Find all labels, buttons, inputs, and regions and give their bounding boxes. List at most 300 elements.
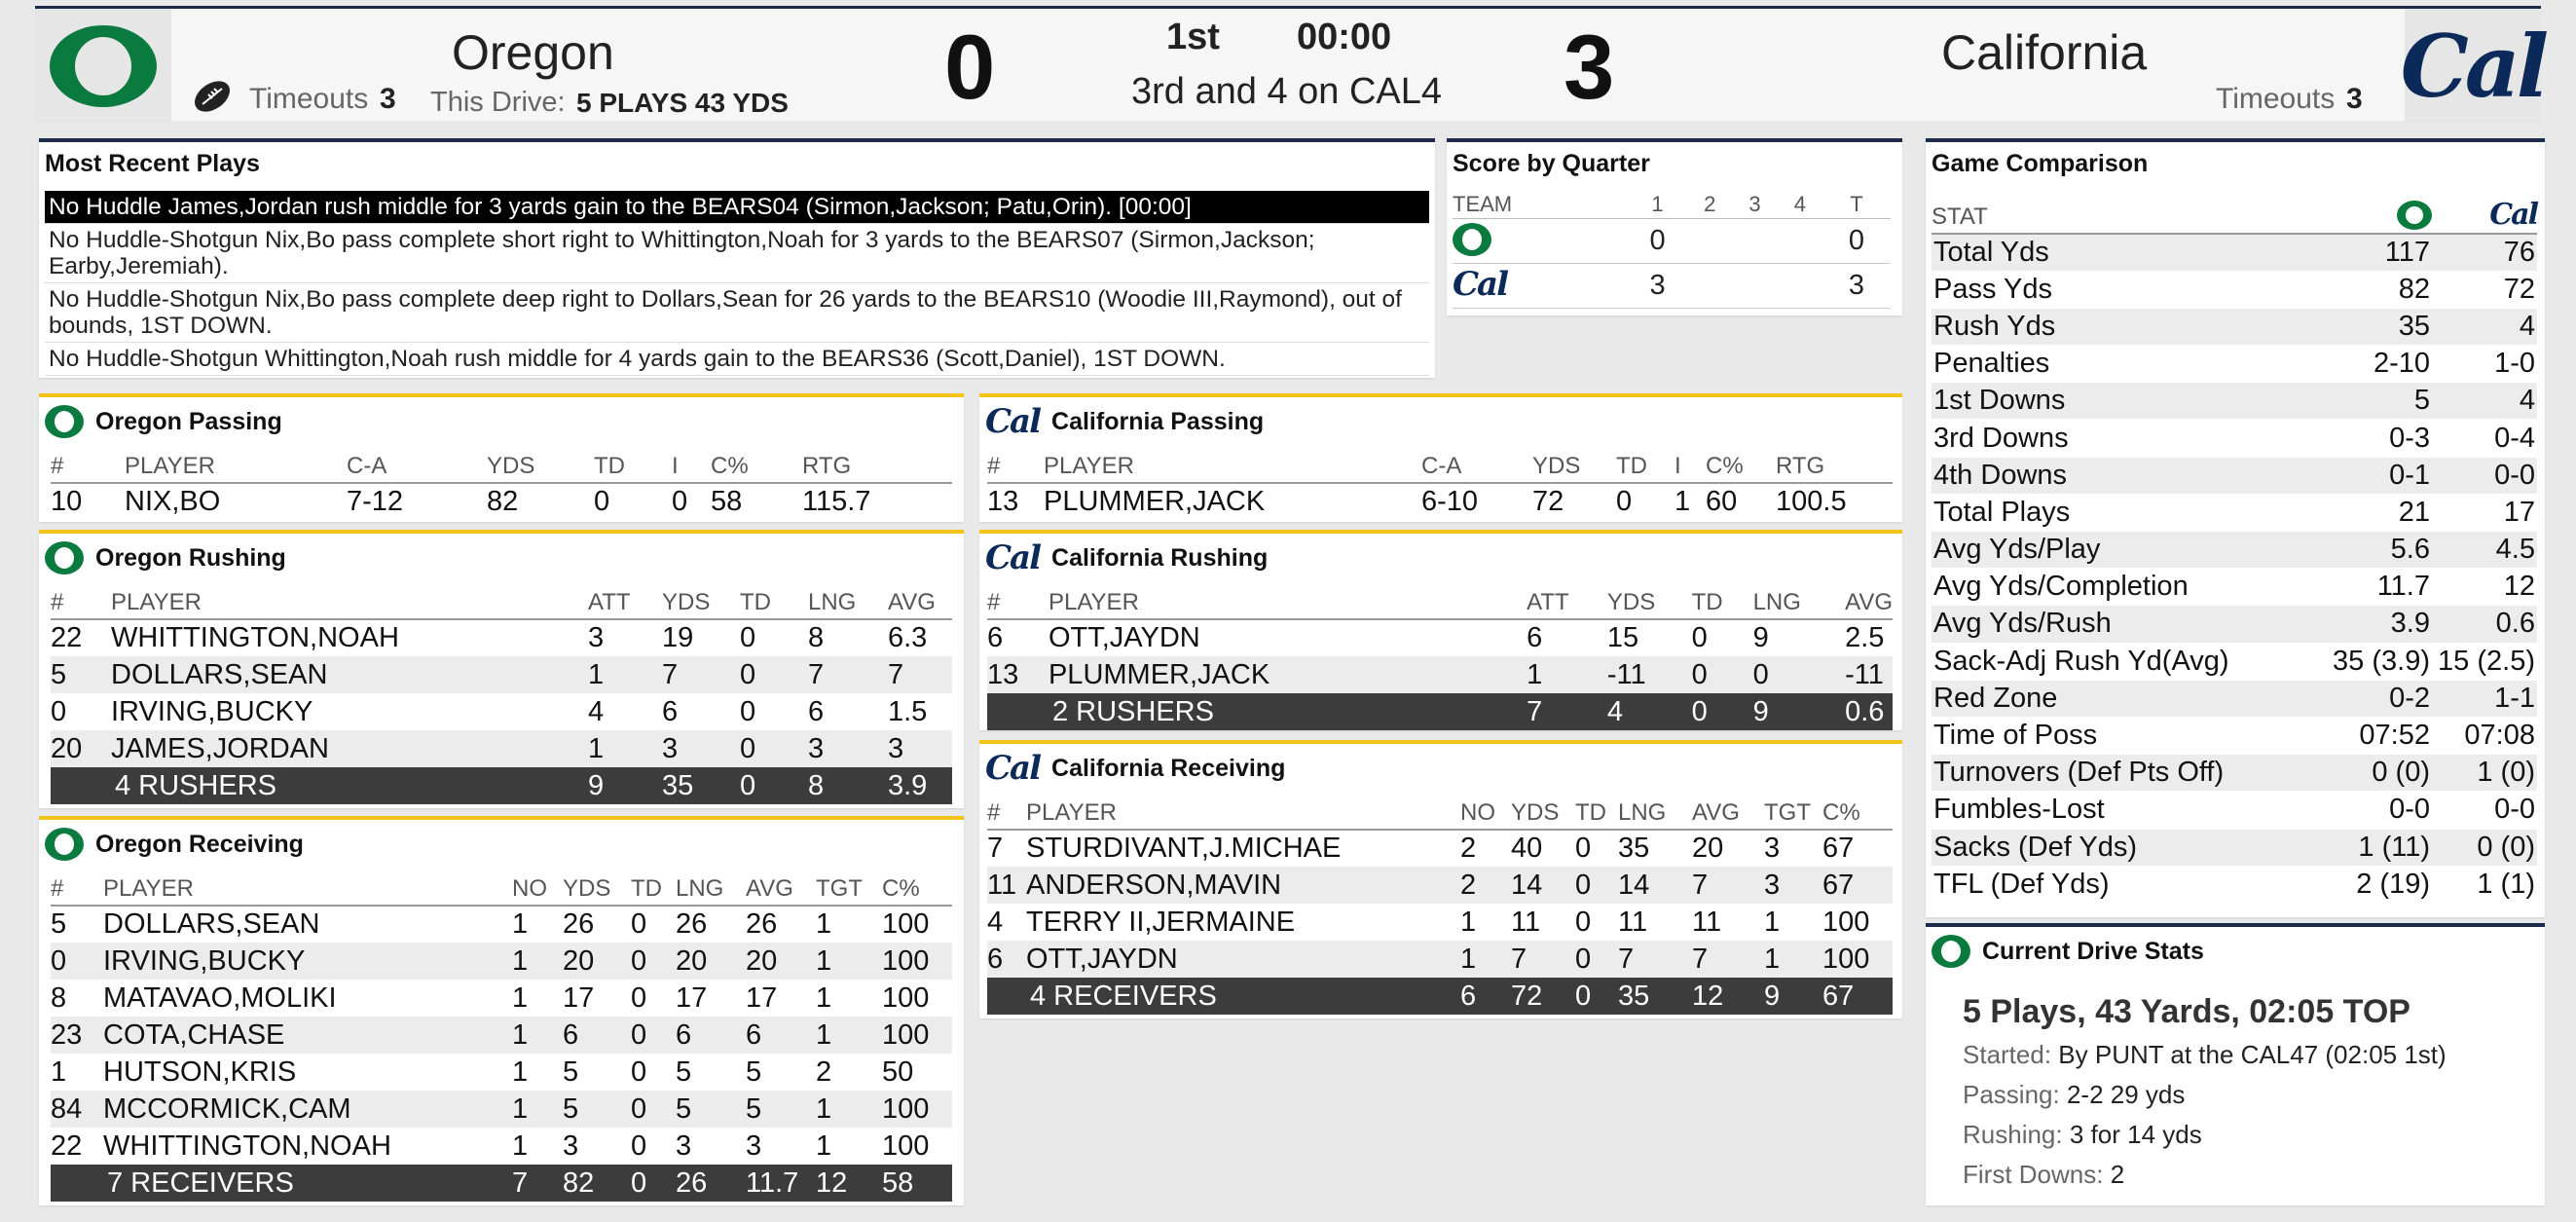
panel-title: Score by Quarter <box>1453 150 1650 177</box>
panel-title-row <box>985 402 1265 441</box>
cell: 1 <box>1527 656 1607 693</box>
oregon-value: 21 <box>2321 494 2432 531</box>
cell: 40 <box>1511 833 1543 864</box>
table-row <box>1453 263 1891 308</box>
game-comparison-panel <box>1926 138 2545 917</box>
stat-label: Penalties <box>1932 346 2321 383</box>
cell: 0 <box>1691 622 1708 653</box>
cell: 6 <box>1527 622 1543 653</box>
cell: 0 <box>1575 867 1618 904</box>
table-row[interactable] <box>51 1128 952 1165</box>
cell: 7 <box>1527 693 1607 730</box>
player-name[interactable]: PLUMMER,JACK <box>1044 486 1266 517</box>
cell: 0 <box>594 486 610 517</box>
table-row[interactable] <box>51 730 952 767</box>
cell: 100 <box>1822 906 1870 938</box>
cell: 12 <box>1692 978 1764 1015</box>
comparison-row <box>1932 569 2537 606</box>
totals-row <box>51 767 952 804</box>
cell: 1 <box>816 1017 882 1054</box>
oregon-value: 5 <box>2321 383 2432 420</box>
cell: 100 <box>882 981 930 1014</box>
table-row[interactable] <box>51 1017 952 1054</box>
comparison-row <box>1932 346 2537 383</box>
cell: -11 <box>1845 656 1893 693</box>
player-name[interactable]: PLUMMER,JACK <box>1049 656 1527 693</box>
column-header: # <box>51 448 125 483</box>
table-row[interactable] <box>51 1054 952 1091</box>
cell: 3 <box>808 730 888 767</box>
column-header: AVG <box>888 584 952 619</box>
table-row[interactable] <box>51 619 952 656</box>
player-name[interactable]: COTA,CHASE <box>103 1017 512 1054</box>
column-header: C% <box>1822 795 1893 830</box>
cell: 0 <box>1575 941 1618 978</box>
comparison-row <box>1932 606 2537 643</box>
table-row <box>1453 218 1891 263</box>
column-header: NO <box>512 870 563 906</box>
cell: 9 <box>1753 693 1846 730</box>
cell: 0 <box>740 767 808 804</box>
cell: 0.6 <box>1845 693 1893 730</box>
cell: 5 <box>563 1091 631 1128</box>
cell: 0 <box>1575 833 1592 864</box>
cell: 0 <box>631 1129 647 1162</box>
cell: 60 <box>1706 486 1738 517</box>
table-row[interactable] <box>51 943 952 980</box>
player-name[interactable]: OTT,JAYDN <box>1048 622 1200 653</box>
column-header: PLAYER <box>1049 584 1527 619</box>
cell: 1 <box>51 1055 67 1088</box>
cell: 6-10 <box>1421 486 1479 517</box>
player-name[interactable]: JAMES,JORDAN <box>111 730 588 767</box>
column-header: C% <box>1706 448 1776 483</box>
oregon-value: 3.9 <box>2321 606 2432 643</box>
cell: 7 <box>808 656 888 693</box>
column-header: NO <box>1460 795 1511 830</box>
column-header: PLAYER <box>103 870 512 906</box>
play-item[interactable]: No Huddle James,Jordan rush middle for 3 yards gain to the BEARS04 (Sirmon,Jackson; Patu,Orin). [00:00] <box>45 191 1429 224</box>
table-row[interactable] <box>51 656 952 693</box>
stat-label: Fumbles-Lost <box>1932 792 2321 829</box>
cell: 20 <box>51 730 111 767</box>
totals-row <box>987 978 1893 1015</box>
cell: 8 <box>808 767 888 804</box>
cal-value: 76 <box>2432 234 2537 271</box>
table-row[interactable] <box>987 867 1893 904</box>
panel-title: California Receiving <box>1051 754 1286 782</box>
cell: 20 <box>1692 833 1724 864</box>
oregon-value: 0-2 <box>2321 680 2432 717</box>
table-row[interactable] <box>51 980 952 1017</box>
column-header: T <box>1822 191 1891 218</box>
oregon-value: 0-3 <box>2321 420 2432 457</box>
column-header: LNG <box>676 870 746 906</box>
player-name[interactable]: TERRY II,JERMAINE <box>1026 906 1296 938</box>
panel-title: California Passing <box>1051 407 1265 435</box>
cell: 0 <box>1753 656 1846 693</box>
cell: 10 <box>51 486 83 517</box>
cell: 9 <box>588 767 662 804</box>
stat-label: Time of Poss <box>1932 717 2321 754</box>
cell: 0 <box>1692 656 1753 693</box>
cell: 17 <box>563 981 595 1014</box>
player-name[interactable]: HUTSON,KRIS <box>103 1055 297 1088</box>
player-name[interactable]: MCCORMICK,CAM <box>103 1091 512 1128</box>
comparison-row <box>1932 494 2537 531</box>
column-header: 1 <box>1628 191 1687 218</box>
player-name[interactable]: DOLLARS,SEAN <box>111 656 588 693</box>
cal-logo-icon: Cal <box>985 749 1041 788</box>
panel-title: Oregon Receiving <box>95 830 304 858</box>
drive-first-downs: First Downs: 2 <box>1963 1160 2125 1189</box>
cell: 67 <box>1822 867 1893 904</box>
player-name[interactable]: MATAVAO,MOLIKI <box>103 981 337 1014</box>
cell: 17 <box>676 981 708 1014</box>
cell: 5 <box>51 908 67 940</box>
cell: 5 <box>676 1055 692 1088</box>
table-row[interactable] <box>51 693 952 730</box>
oregon-value: 0-1 <box>2321 457 2432 494</box>
home-team-name: Oregon <box>452 25 614 80</box>
cell: 0 <box>51 943 103 980</box>
cal-value: 0.6 <box>2432 606 2537 643</box>
column-header: # <box>51 870 103 906</box>
table-row[interactable] <box>987 904 1893 941</box>
cell: 1 <box>1674 486 1691 517</box>
cell: 5 <box>51 656 111 693</box>
cal-logo-icon: Cal <box>2489 198 2537 232</box>
q2-score <box>1687 263 1732 308</box>
cell: 5 <box>563 1055 579 1088</box>
cell: 100.5 <box>1776 486 1847 517</box>
home-timeouts-label: Timeouts <box>249 83 369 115</box>
oregon-value: 117 <box>2321 234 2432 271</box>
column-header: # <box>987 584 1049 619</box>
column-header: AVG <box>1692 795 1764 830</box>
column-header: STAT <box>1932 199 2321 234</box>
cal-value: 12 <box>2432 569 2537 606</box>
cell: 4 RUSHERS <box>111 767 588 804</box>
plays-list <box>45 191 1429 376</box>
oregon-value: 07:52 <box>2321 717 2432 754</box>
cell: 22 <box>51 622 83 653</box>
column-header: AVG <box>1845 584 1893 619</box>
cell: 6.3 <box>888 622 928 653</box>
table-row[interactable] <box>987 619 1893 656</box>
column-header: I <box>1674 448 1706 483</box>
panel-title: Most Recent Plays <box>45 150 260 177</box>
player-name[interactable]: DOLLARS,SEAN <box>103 908 320 940</box>
cell: 6 <box>987 941 1026 978</box>
score-by-quarter-panel <box>1447 138 1902 315</box>
cell: 1.5 <box>888 695 928 727</box>
cell: 100 <box>882 1017 952 1054</box>
column-header: TD <box>1616 448 1674 483</box>
column-header: PLAYER <box>1044 448 1421 483</box>
comparison-row <box>1932 717 2537 754</box>
play-item[interactable]: No Huddle-Shotgun Whittington,Noah rush middle for 4 yards gain to the BEARS36 (Scott,Daniel), 1ST DOWN. <box>45 343 1429 376</box>
cell: 7 <box>662 656 740 693</box>
stat-label: Avg Yds/Rush <box>1932 606 2321 643</box>
oregon-receiving-panel <box>39 816 964 1205</box>
cell: 3 <box>888 730 952 767</box>
cell: 7 <box>1618 941 1692 978</box>
cell: 3 <box>676 1129 692 1162</box>
player-name[interactable]: IRVING,BUCKY <box>111 695 313 727</box>
comparison-row <box>1932 532 2537 569</box>
column-header: C-A <box>347 448 487 483</box>
cell: 1 <box>588 730 662 767</box>
column-header: AVG <box>746 870 816 906</box>
stat-label: 3rd Downs <box>1932 420 2321 457</box>
cell: 1 <box>816 1129 832 1162</box>
stat-label: Pass Yds <box>1932 271 2321 308</box>
oregon-value: 2-10 <box>2321 346 2432 383</box>
scoreboard <box>35 6 2546 121</box>
cell: 5 <box>746 1055 762 1088</box>
cell: 15 <box>1606 622 1639 653</box>
comparison-row <box>1932 271 2537 308</box>
cell: 100 <box>882 1129 930 1162</box>
player-name[interactable]: WHITTINGTON,NOAH <box>103 1129 391 1162</box>
cal-value: 4 <box>2432 308 2537 345</box>
panel-title-row <box>45 541 286 574</box>
comparison-row <box>1932 383 2537 420</box>
cell: 1 <box>1460 941 1511 978</box>
cell: 0 <box>631 1091 676 1128</box>
column-header: 2 <box>1687 191 1732 218</box>
cell: 6 <box>808 695 825 727</box>
stat-label: Total Yds <box>1932 234 2321 271</box>
cell: 6 <box>746 1017 816 1054</box>
cell: 4 <box>588 695 605 727</box>
column-header: C% <box>711 448 802 483</box>
column-header: # <box>987 795 1026 830</box>
cal-value: 07:08 <box>2432 717 2537 754</box>
cell: 35 <box>662 767 740 804</box>
player-name[interactable]: NIX,BO <box>125 486 221 517</box>
cell: 17 <box>746 981 778 1014</box>
cell: 23 <box>51 1017 103 1054</box>
cell: 6 <box>563 1017 631 1054</box>
oregon-rushing-panel <box>39 530 964 808</box>
cell: 0 <box>740 695 756 727</box>
cell: 58 <box>711 486 743 517</box>
cell: 0 <box>631 908 647 940</box>
cell: 2 <box>1460 833 1477 864</box>
cell: 6 <box>1460 978 1511 1015</box>
cell <box>51 1165 103 1202</box>
oregon-value: 0 (0) <box>2321 755 2432 792</box>
cell: 7 <box>1511 941 1575 978</box>
comparison-row <box>1932 829 2537 866</box>
stat-label: Sacks (Def Yds) <box>1932 829 2321 866</box>
home-timeouts-value: 3 <box>380 83 396 115</box>
cell: 11 <box>1692 906 1722 938</box>
column-header: YDS <box>487 448 594 483</box>
cell: 0 <box>631 981 647 1014</box>
column-header: YDS <box>563 870 631 906</box>
player-name[interactable]: ANDERSON,MAVIN <box>1026 867 1460 904</box>
oregon-passing-table <box>51 448 952 520</box>
cell: 0 <box>631 1165 676 1202</box>
oregon-value: 5.6 <box>2321 532 2432 569</box>
cell: 1 <box>512 908 529 940</box>
drive-summary: 5 Plays, 43 Yards, 02:05 TOP <box>1963 993 2410 1030</box>
cell: 0 <box>740 656 808 693</box>
table-row[interactable] <box>51 906 952 943</box>
table-row[interactable] <box>987 941 1893 978</box>
column-header: RTG <box>802 448 952 483</box>
cell: 2 <box>816 1055 832 1088</box>
column-header: LNG <box>808 584 888 619</box>
cell: 7-12 <box>347 486 404 517</box>
away-score: 3 <box>1564 16 1615 118</box>
cell: 4 RECEIVERS <box>1026 978 1460 1015</box>
cell: 26 <box>563 908 595 940</box>
cal-logo-icon: Cal <box>1453 265 1508 304</box>
cell: 20 <box>746 943 816 980</box>
column-header: PLAYER <box>1026 795 1460 830</box>
cell: 100 <box>882 1091 952 1128</box>
player-name[interactable]: WHITTINGTON,NOAH <box>111 622 399 653</box>
cal-receiving-table <box>987 795 1893 1015</box>
cell: 58 <box>882 1165 952 1202</box>
cell: 26 <box>676 1165 746 1202</box>
cell: 1 <box>512 1017 563 1054</box>
player-name[interactable]: STURDIVANT,J.MICHAE <box>1026 833 1342 864</box>
table-row[interactable] <box>51 1091 952 1128</box>
cell: 3.9 <box>888 767 952 804</box>
player-name[interactable]: IRVING,BUCKY <box>103 943 512 980</box>
table-row[interactable] <box>51 483 952 520</box>
panel-title-row <box>985 538 1269 577</box>
cell: 6 <box>662 695 679 727</box>
cell: 14 <box>1511 867 1575 904</box>
cal-value: 0 (0) <box>2432 829 2537 866</box>
cell: 35 <box>1618 978 1692 1015</box>
play-item[interactable]: No Huddle-Shotgun Nix,Bo pass complete deep right to Dollars,Sean for 26 yards to the BEARS10 (Woodie III,Raymond), out of bounds, 1ST DOWN. <box>45 283 1429 343</box>
cell: 1 <box>512 981 529 1014</box>
panel-title: California Rushing <box>1051 543 1269 572</box>
cal-logo-icon: Cal <box>985 402 1041 441</box>
cell: 1 <box>512 1091 563 1128</box>
cell: 9 <box>1752 622 1769 653</box>
stat-label: Total Plays <box>1932 494 2321 531</box>
totals-row <box>987 693 1893 730</box>
cell: 22 <box>51 1129 83 1162</box>
total-score: 3 <box>1822 263 1891 308</box>
table-row[interactable] <box>987 830 1893 867</box>
comparison-row <box>1932 643 2537 680</box>
cell: 100 <box>882 943 952 980</box>
panel-title-row <box>985 749 1286 788</box>
q4-score <box>1778 263 1822 308</box>
cell: 1 <box>816 1091 882 1128</box>
table-row[interactable] <box>987 483 1893 520</box>
cal-logo-icon: Cal <box>985 538 1041 577</box>
drive-started: Started: By PUNT at the CAL47 (02:05 1st) <box>1963 1040 2447 1069</box>
cal-passing-table <box>987 448 1893 520</box>
panel-title: Current Drive Stats <box>1982 937 2204 965</box>
oregon-passing-panel <box>39 393 964 522</box>
player-name[interactable]: OTT,JAYDN <box>1026 941 1460 978</box>
panel-title: Oregon Rushing <box>95 543 286 572</box>
cell: 67 <box>1822 978 1893 1015</box>
column-header: RTG <box>1776 448 1893 483</box>
california-logo: Cal <box>2405 9 2541 124</box>
q1-score: 0 <box>1628 218 1687 263</box>
column-header: 3 <box>1732 191 1777 218</box>
column-header: TEAM <box>1453 191 1628 218</box>
q1-score: 3 <box>1628 263 1687 308</box>
cal-passing-panel <box>979 393 1902 522</box>
cell: 11 <box>987 867 1026 904</box>
cell: 13 <box>987 486 1019 517</box>
away-team-name: California <box>1941 25 2148 80</box>
cell: 5 <box>746 1091 816 1128</box>
cell: 67 <box>1822 833 1855 864</box>
cell: 72 <box>1511 978 1575 1015</box>
cell: 1 <box>1460 906 1477 938</box>
drive-passing: Passing: 2-2 29 yds <box>1963 1080 2186 1109</box>
play-item[interactable]: No Huddle-Shotgun Nix,Bo pass complete short right to Whittington,Noah for 3 yards to the BEARS07 (Sirmon,Jackson; Earby,Jeremiah). <box>45 224 1429 283</box>
panel-title: Oregon Passing <box>95 407 282 435</box>
comparison-row <box>1932 457 2537 494</box>
oregon-value: 2 (19) <box>2321 866 2432 903</box>
cell: 1 <box>588 656 662 693</box>
quarter: 1st <box>1166 17 1220 57</box>
column-header: PLAYER <box>125 448 347 483</box>
q3-score <box>1732 263 1777 308</box>
cal-value: 72 <box>2432 271 2537 308</box>
panel-title-row <box>45 828 304 861</box>
stat-label: Sack-Adj Rush Yd(Avg) <box>1932 643 2321 680</box>
this-drive-label: This Drive: <box>430 87 566 118</box>
drive-rushing: Rushing: 3 for 14 yds <box>1963 1120 2202 1149</box>
cell: 50 <box>882 1055 914 1088</box>
oregon-logo-icon <box>45 828 84 861</box>
cell: 0 <box>1692 693 1753 730</box>
comparison-row <box>1932 755 2537 792</box>
oregon-value: 35 <box>2321 308 2432 345</box>
cell: 84 <box>51 1091 103 1128</box>
cell: 2.5 <box>1845 622 1885 653</box>
column-header: TD <box>631 870 676 906</box>
column-header: PLAYER <box>111 584 588 619</box>
oregon-logo-icon <box>1932 935 1970 968</box>
column-header: ATT <box>1527 584 1607 619</box>
table-row[interactable] <box>987 656 1893 693</box>
cell: 13 <box>987 656 1049 693</box>
cell: 0 <box>672 486 688 517</box>
total-score: 0 <box>1822 218 1891 263</box>
oregon-value: 11.7 <box>2321 569 2432 606</box>
cell: 0 <box>631 1017 676 1054</box>
oregon-logo-icon <box>1453 223 1491 256</box>
cell: 2 <box>1460 867 1511 904</box>
cell: 11 <box>1511 906 1541 938</box>
cell: 8 <box>808 622 825 653</box>
football-icon <box>191 77 234 116</box>
stat-label: TFL (Def Yds) <box>1932 866 2321 903</box>
comparison-row <box>1932 866 2537 903</box>
column-header: TD <box>740 584 808 619</box>
cell: 1 <box>816 943 882 980</box>
cell: 1 <box>816 908 832 940</box>
panel-title-row <box>1932 935 2204 968</box>
